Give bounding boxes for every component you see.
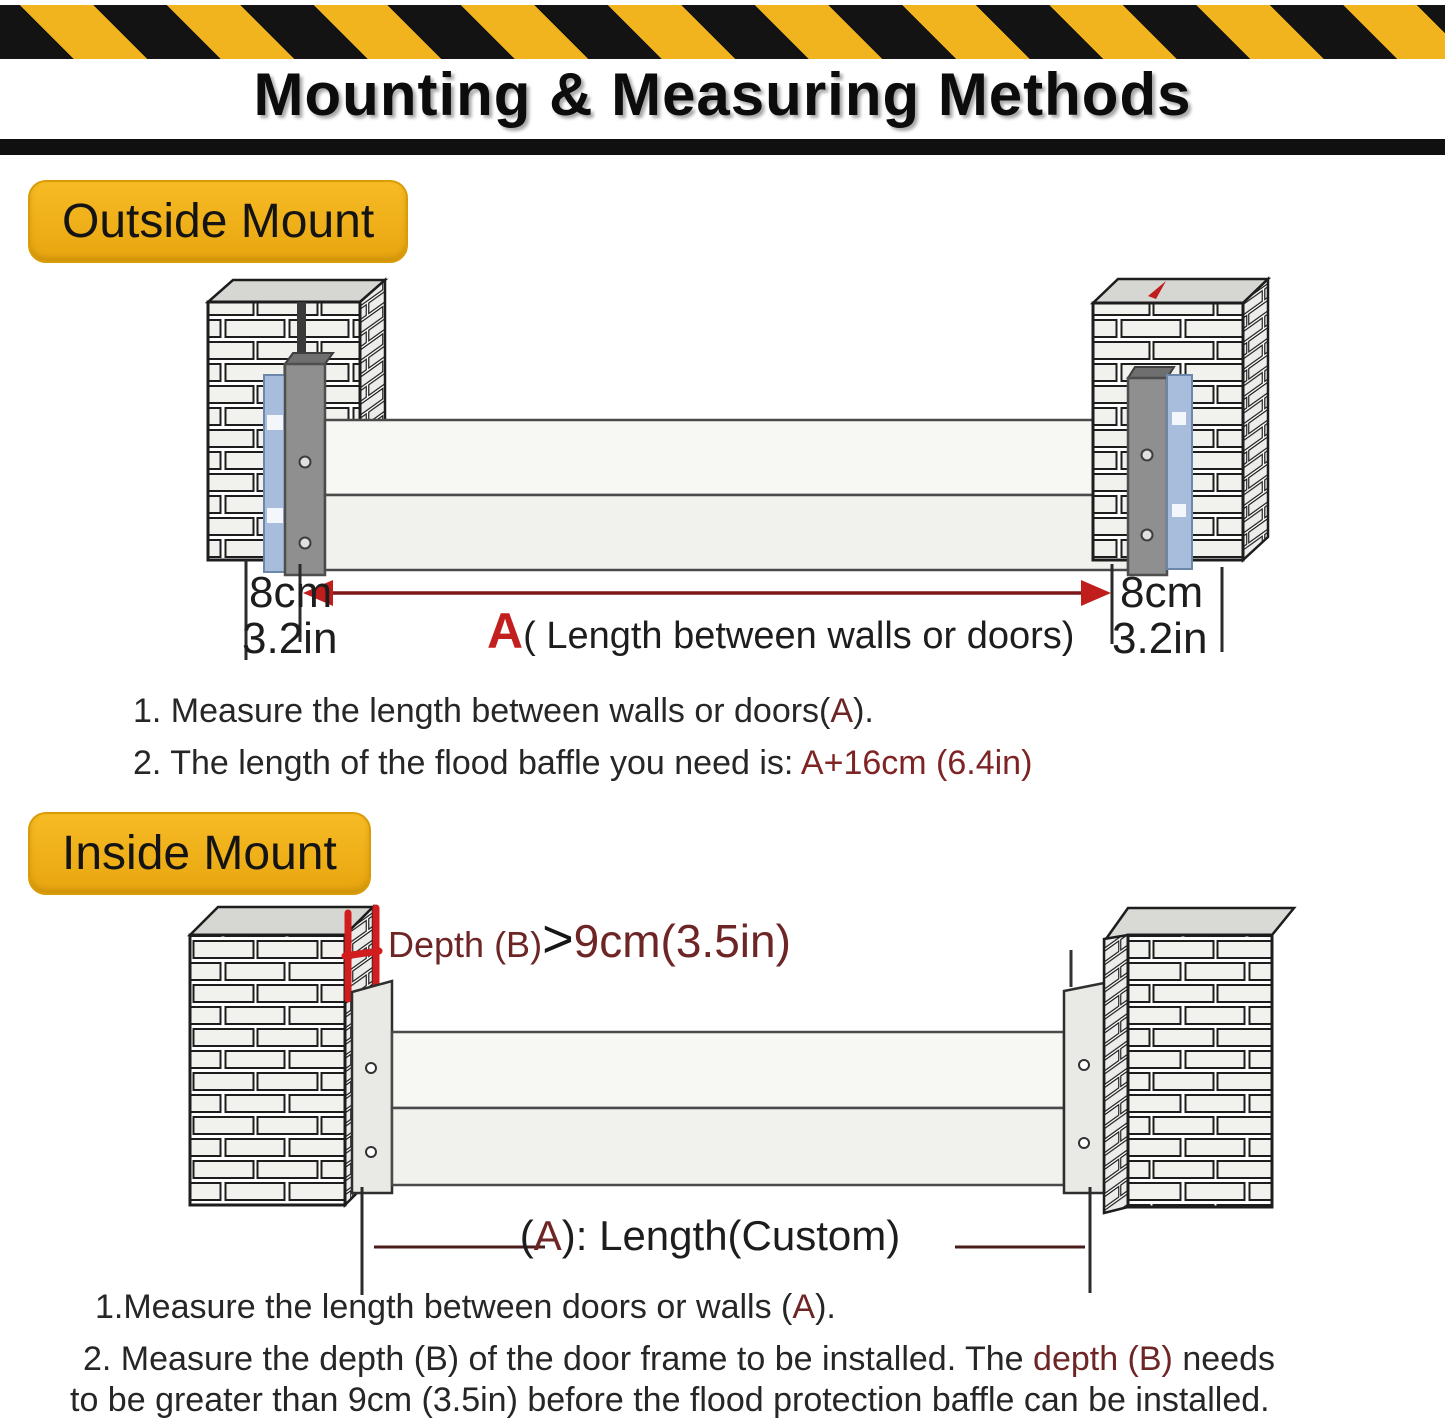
outside-instruction-2: 2. The length of the flood baffle you need is: A+16cm (6.4in) [133,744,1033,782]
screw-hole [1142,450,1153,461]
right-offset-in: 3.2in [1112,614,1208,663]
inside-instruction-2-line1: 2. Measure the depth (B) of the door frame to be installed. The depth (B) needs [83,1340,1275,1378]
screw-hole [300,457,311,468]
inside-instruction-2-line2: to be greater than 9cm (3.5in) before the flood protection baffle can be installed. [70,1381,1270,1419]
screw-hole [366,1147,376,1157]
length-a-caption: ( Length between walls or doors) [523,615,1075,657]
left-offset-cm: 8cm [249,568,333,617]
inside-flood-baffle-panels [392,1032,1064,1185]
inside-right-bracket [1064,950,1104,1193]
inside-mount-label: Inside Mount [62,827,337,880]
hazard-stripe-banner [0,5,1445,59]
left-offset-in: 3.2in [242,614,338,663]
inside-instruction-1: 1.Measure the length between doors or walls (A). [95,1288,836,1326]
outside-mount-badge [28,180,408,263]
inside-right-pillar [1104,908,1294,1213]
screw-hole [300,538,311,549]
right-offset-cm: 8cm [1120,568,1204,617]
outside-instruction-1: 1. Measure the length between walls or doors(A). [133,692,874,730]
screw-hole [1142,530,1153,541]
length-custom-label: (A): Length(Custom) [519,1212,901,1259]
length-a-letter: A [487,603,524,659]
page-title: Mounting & Measuring Methods [253,61,1192,128]
outside-right-seal-strip [1167,375,1192,569]
divider-bar [0,139,1445,155]
screw-hole [1079,1138,1089,1148]
depth-b-label: Depth (B) > 9cm(3.5in) [388,909,791,969]
outside-flood-baffle-panels [325,420,1128,570]
inside-left-bracket [352,981,392,1193]
length-a-label [487,602,1074,660]
outside-mount-label: Outside Mount [62,195,375,248]
outside-left-seal-strip [264,375,286,572]
screw-hole [366,1063,376,1073]
screw-hole [1079,1060,1089,1070]
inside-mount-badge [28,812,371,895]
